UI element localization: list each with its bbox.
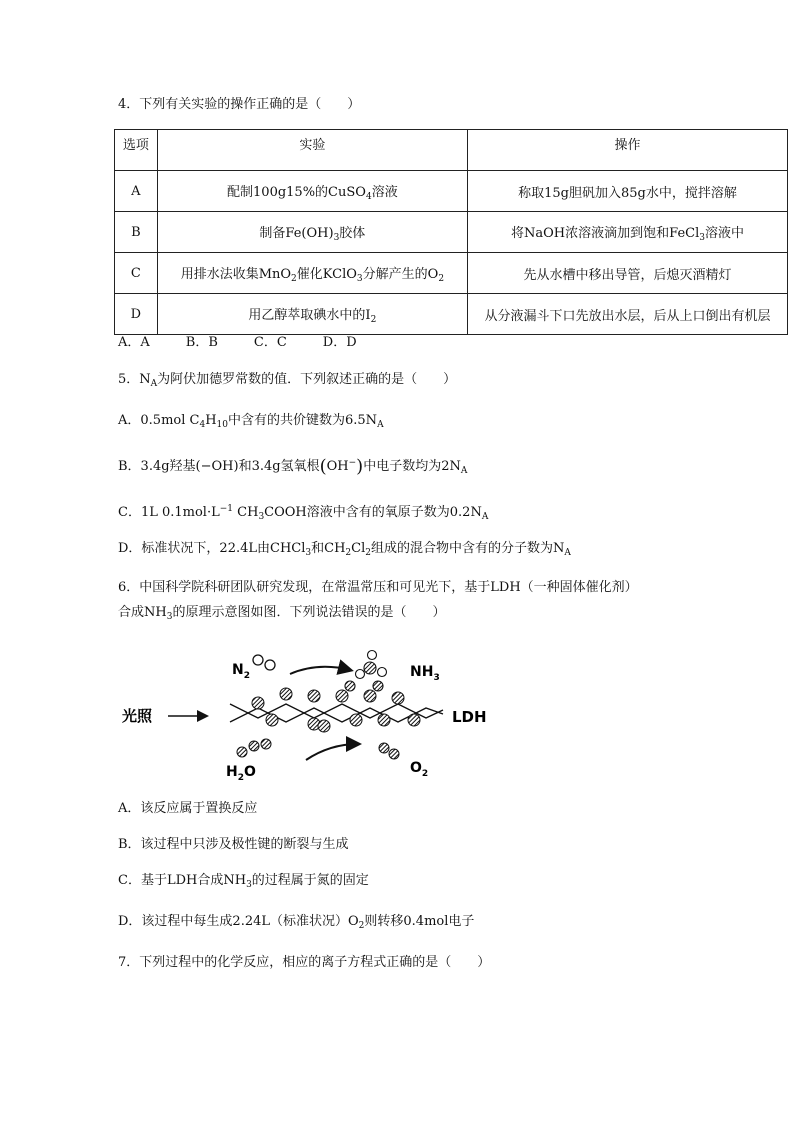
q6-stem-line2: 合成$NH_3$的原理示意图如图．下列说法错误的是（ ） bbox=[118, 605, 446, 622]
q6-stem-line1: 6．中国科学院科研团队研究发现，在常温常压和可见光下，基于LDH（一种固体催化剂） bbox=[118, 580, 638, 595]
q4-options bbox=[118, 334, 393, 352]
q5-option-b: B．3.4g羟基(−OH)和3.4g氢氧根(OH−)中电子数均为$2N_A$ bbox=[118, 456, 468, 477]
o2-molecule-icon bbox=[379, 743, 399, 759]
option-b: B．B bbox=[185, 335, 218, 350]
nh3-label: $NH_3$ bbox=[410, 664, 440, 683]
header-experiment: 实验 bbox=[157, 130, 467, 171]
row-experiment: 用乙醇萃取碘水中的$I_2$ bbox=[157, 294, 467, 335]
q5-option-a: A．0.5mol $C_4H_{10}$中含有的共价键数为$6.5N_A$ bbox=[118, 413, 384, 430]
table-row bbox=[115, 294, 788, 335]
table-row bbox=[115, 212, 788, 253]
option-c: C．C bbox=[253, 335, 287, 350]
header-option: 选项 bbox=[115, 130, 158, 171]
row-experiment: 用排水法收集MnO$_2$催化KClO$_3$分解产生的$O_2$ bbox=[157, 253, 467, 294]
q5-option-c: C．1L $0.1mol\cdot L^{-1}$ $CH_3COOH$溶液中含有的氧原子数为$0.2N_A$ bbox=[118, 504, 489, 522]
header-operation: 操作 bbox=[468, 130, 788, 171]
row-experiment: 制备$Fe(OH)_3$胶体 bbox=[157, 212, 467, 253]
q7-stem: 7．下列过程中的化学反应，相应的离子方程式正确的是（ ） bbox=[118, 955, 491, 970]
row-label: D bbox=[115, 294, 158, 335]
q6-option-b: B．该过程中只涉及极性键的断裂与生成 bbox=[118, 837, 349, 852]
row-label: B bbox=[115, 212, 158, 253]
row-label: C bbox=[115, 253, 158, 294]
row-operation: 将NaOH浓溶液滴加到饱和FeCl$_3$溶液中 bbox=[468, 212, 788, 253]
h2o-arrow-icon bbox=[306, 744, 358, 760]
option-d: D．D bbox=[322, 335, 357, 350]
h2o-molecule-icon bbox=[237, 739, 271, 757]
ldh-atoms bbox=[252, 688, 420, 732]
ldh-label: LDH bbox=[452, 708, 487, 726]
row-experiment: 配制100g15%的CuSO$_4$溶液 bbox=[157, 171, 467, 212]
option-a: A．A bbox=[118, 335, 150, 350]
row-operation: 先从水槽中移出导管，后熄灭酒精灯 bbox=[468, 253, 788, 294]
n2-arrow-icon bbox=[290, 667, 350, 674]
q5-option-d: D．标准状况下，22.4L由CHCl$_3$和$CH_2Cl_2$组成的混合物中含有的分子数为$N_A$ bbox=[118, 541, 571, 558]
table-row bbox=[115, 253, 788, 294]
q4-stem: 4．下列有关实验的操作正确的是（ ） bbox=[118, 97, 361, 112]
n2-label: $N_2$ bbox=[232, 662, 250, 681]
o2-label: $O_2$ bbox=[410, 760, 429, 779]
nh3-molecule-icon bbox=[345, 651, 387, 692]
row-operation: 从分液漏斗下口先放出水层，后从上口倒出有机层 bbox=[468, 294, 788, 335]
q6-option-c: C．基于LDH合成$NH_3$的过程属于氮的固定 bbox=[118, 873, 369, 890]
row-label: A bbox=[115, 171, 158, 212]
ldh-diagram bbox=[118, 648, 498, 788]
q5-stem: 5．$N_A$为阿伏加德罗常数的值．下列叙述正确的是（ ） bbox=[118, 372, 457, 389]
table-header-row bbox=[115, 130, 788, 171]
light-label: 光照 bbox=[122, 707, 153, 725]
n2-molecule-icon bbox=[253, 655, 275, 670]
table-row bbox=[115, 171, 788, 212]
q6-option-d: D．该过程中每生成2.24L（标准状况）$O_2$则转移0.4mol电子 bbox=[118, 914, 475, 931]
row-operation: 称取15g胆矾加入85g水中，搅拌溶解 bbox=[468, 171, 788, 212]
experiment-table bbox=[114, 129, 788, 335]
q6-option-a: A．该反应属于置换反应 bbox=[118, 801, 258, 816]
h2o-label: $H_2O$ bbox=[226, 764, 256, 783]
